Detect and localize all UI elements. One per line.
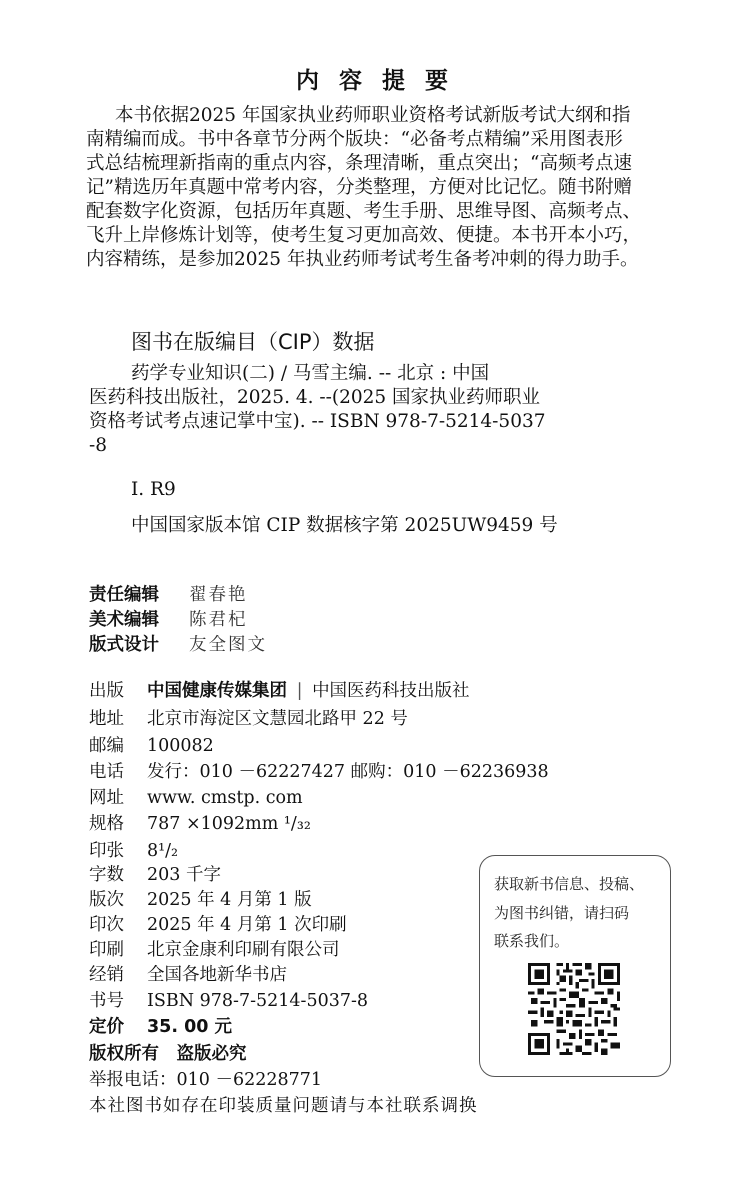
imprint-row (89, 938, 340, 962)
imprint-value: 2025 年 4 月第 1 次印刷 (147, 915, 347, 935)
imprint-key: 地址 (89, 709, 124, 729)
imprint-row (89, 963, 287, 987)
publisher-group: 中国健康传媒集团 (147, 681, 287, 701)
summary-line: 式总结梳理新指南的重点内容，条理清晰，重点突出；“高频考点速 (86, 153, 632, 174)
credit-value: 友全图文 (189, 635, 267, 655)
credit-row (89, 583, 248, 607)
credit-row (89, 633, 267, 657)
imprint-value: 787 ×1092mm ¹/₃₂ (147, 814, 311, 834)
qr-code-graphic (528, 963, 620, 1055)
imprint-row (89, 734, 214, 758)
imprint-value: 100082 (147, 736, 214, 756)
cip-record-line: 中国国家版本馆 CIP 数据核字第 2025UW9459 号 (131, 515, 558, 536)
imprint-value: ISBN 978-7-5214-5037-8 (147, 991, 369, 1011)
imprint-key: 出版 (89, 681, 124, 701)
publisher-name: 中国医药科技出版社 (312, 681, 470, 701)
imprint-key: 版次 (89, 890, 124, 910)
summary-title: 内 容 提 要 (295, 68, 455, 94)
imprint-key: 印张 (89, 841, 124, 861)
imprint-row (89, 786, 303, 810)
imprint-value: 8¹/₂ (147, 841, 179, 861)
summary-line: 本书依据2025 年国家执业药师职业资格考试新版考试大纲和指 (115, 105, 631, 126)
credit-key: 美术编辑 (89, 610, 159, 630)
cip-line: 医药科技出版社，2025. 4. --(2025 国家执业药师职业 (89, 387, 541, 408)
imprint-row (89, 812, 311, 836)
imprint-value: 2025 年 4 月第 1 版 (147, 890, 312, 910)
imprint-row (89, 863, 221, 887)
imprint-row (89, 707, 408, 731)
imprint-key: 网址 (89, 788, 124, 808)
cip-heading: 图书在版编目（CIP）数据 (131, 330, 375, 354)
credit-value: 陈君杞 (189, 610, 248, 630)
imprint-key: 印刷 (89, 940, 124, 960)
summary-line: 南精编而成。书中各章节分两个版块：“必备考点精编”采用图表形 (86, 129, 623, 150)
cip-line: 药学专业知识(二) / 马雪主编. -- 北京 : 中国 (131, 363, 490, 384)
imprint-key: 规格 (89, 814, 124, 834)
imprint-value: 203 千字 (147, 865, 221, 885)
price-value: 35. 00 元 (147, 1017, 233, 1037)
cip-class-line: Ⅰ. R9 (131, 479, 176, 500)
qr-text-line: 联系我们。 (494, 932, 570, 950)
quality-notice-line: 本社图书如存在印装质量问题请与本社联系调换 (89, 1096, 478, 1116)
cip-line: 资格考试考点速记掌中宝). -- ISBN 978-7-5214-5037 (89, 411, 546, 432)
imprint-key: 书号 (89, 991, 124, 1011)
imprint-value: 发行：010 －62227427 邮购：010 －62236938 (147, 762, 549, 782)
imprint-value: 北京金康利印刷有限公司 (147, 940, 340, 960)
imprint-key: 印次 (89, 915, 124, 935)
imprint-key: 电话 (89, 762, 124, 782)
credit-key: 责任编辑 (89, 585, 159, 605)
credit-row (89, 608, 248, 632)
imprint-key: 经销 (89, 965, 124, 985)
imprint-row (89, 888, 312, 912)
imprint-value: 北京市海淀区文慧园北路甲 22 号 (147, 709, 408, 729)
summary-line: 内容精练，是参加2025 年执业药师考试考生备考冲刺的得力助手。 (86, 249, 639, 270)
imprint-row (89, 839, 178, 863)
qr-code-icon[interactable] (528, 963, 620, 1055)
imprint-row (89, 989, 368, 1013)
imprint-row (89, 760, 549, 784)
qr-text-line: 为图书纠错，请扫码 (494, 904, 630, 922)
imprint-key: 邮编 (89, 736, 124, 756)
imprint-key: 字数 (89, 865, 124, 885)
imprint-value: 全国各地新华书店 (147, 965, 287, 985)
publisher-row (89, 679, 470, 703)
credit-value: 翟春艳 (189, 585, 248, 605)
price-key: 定价 (89, 1017, 124, 1037)
cip-line: -8 (89, 435, 108, 456)
imprint-row (89, 913, 347, 937)
credit-key: 版式设计 (89, 635, 159, 655)
rights-line: 版权所有 盗版必究 (89, 1044, 247, 1064)
report-phone-line: 举报电话：010 －62228771 (89, 1070, 323, 1090)
qr-text-line: 获取新书信息、投稿、 (494, 875, 645, 893)
summary-line: 记”精选历年真题中常考内容，分类整理，方便对比记忆。随书附赠 (86, 177, 632, 198)
price-row (89, 1015, 232, 1039)
summary-line: 配套数字化资源，包括历年真题、考生手册、思维导图、高频考点、 (86, 201, 642, 222)
publisher-separator: | (296, 681, 303, 701)
imprint-value: www. cmstp. com (147, 788, 303, 808)
summary-line: 飞升上岸修炼计划等，使考生复习更加高效、便捷。本书开本小巧， (86, 225, 642, 246)
